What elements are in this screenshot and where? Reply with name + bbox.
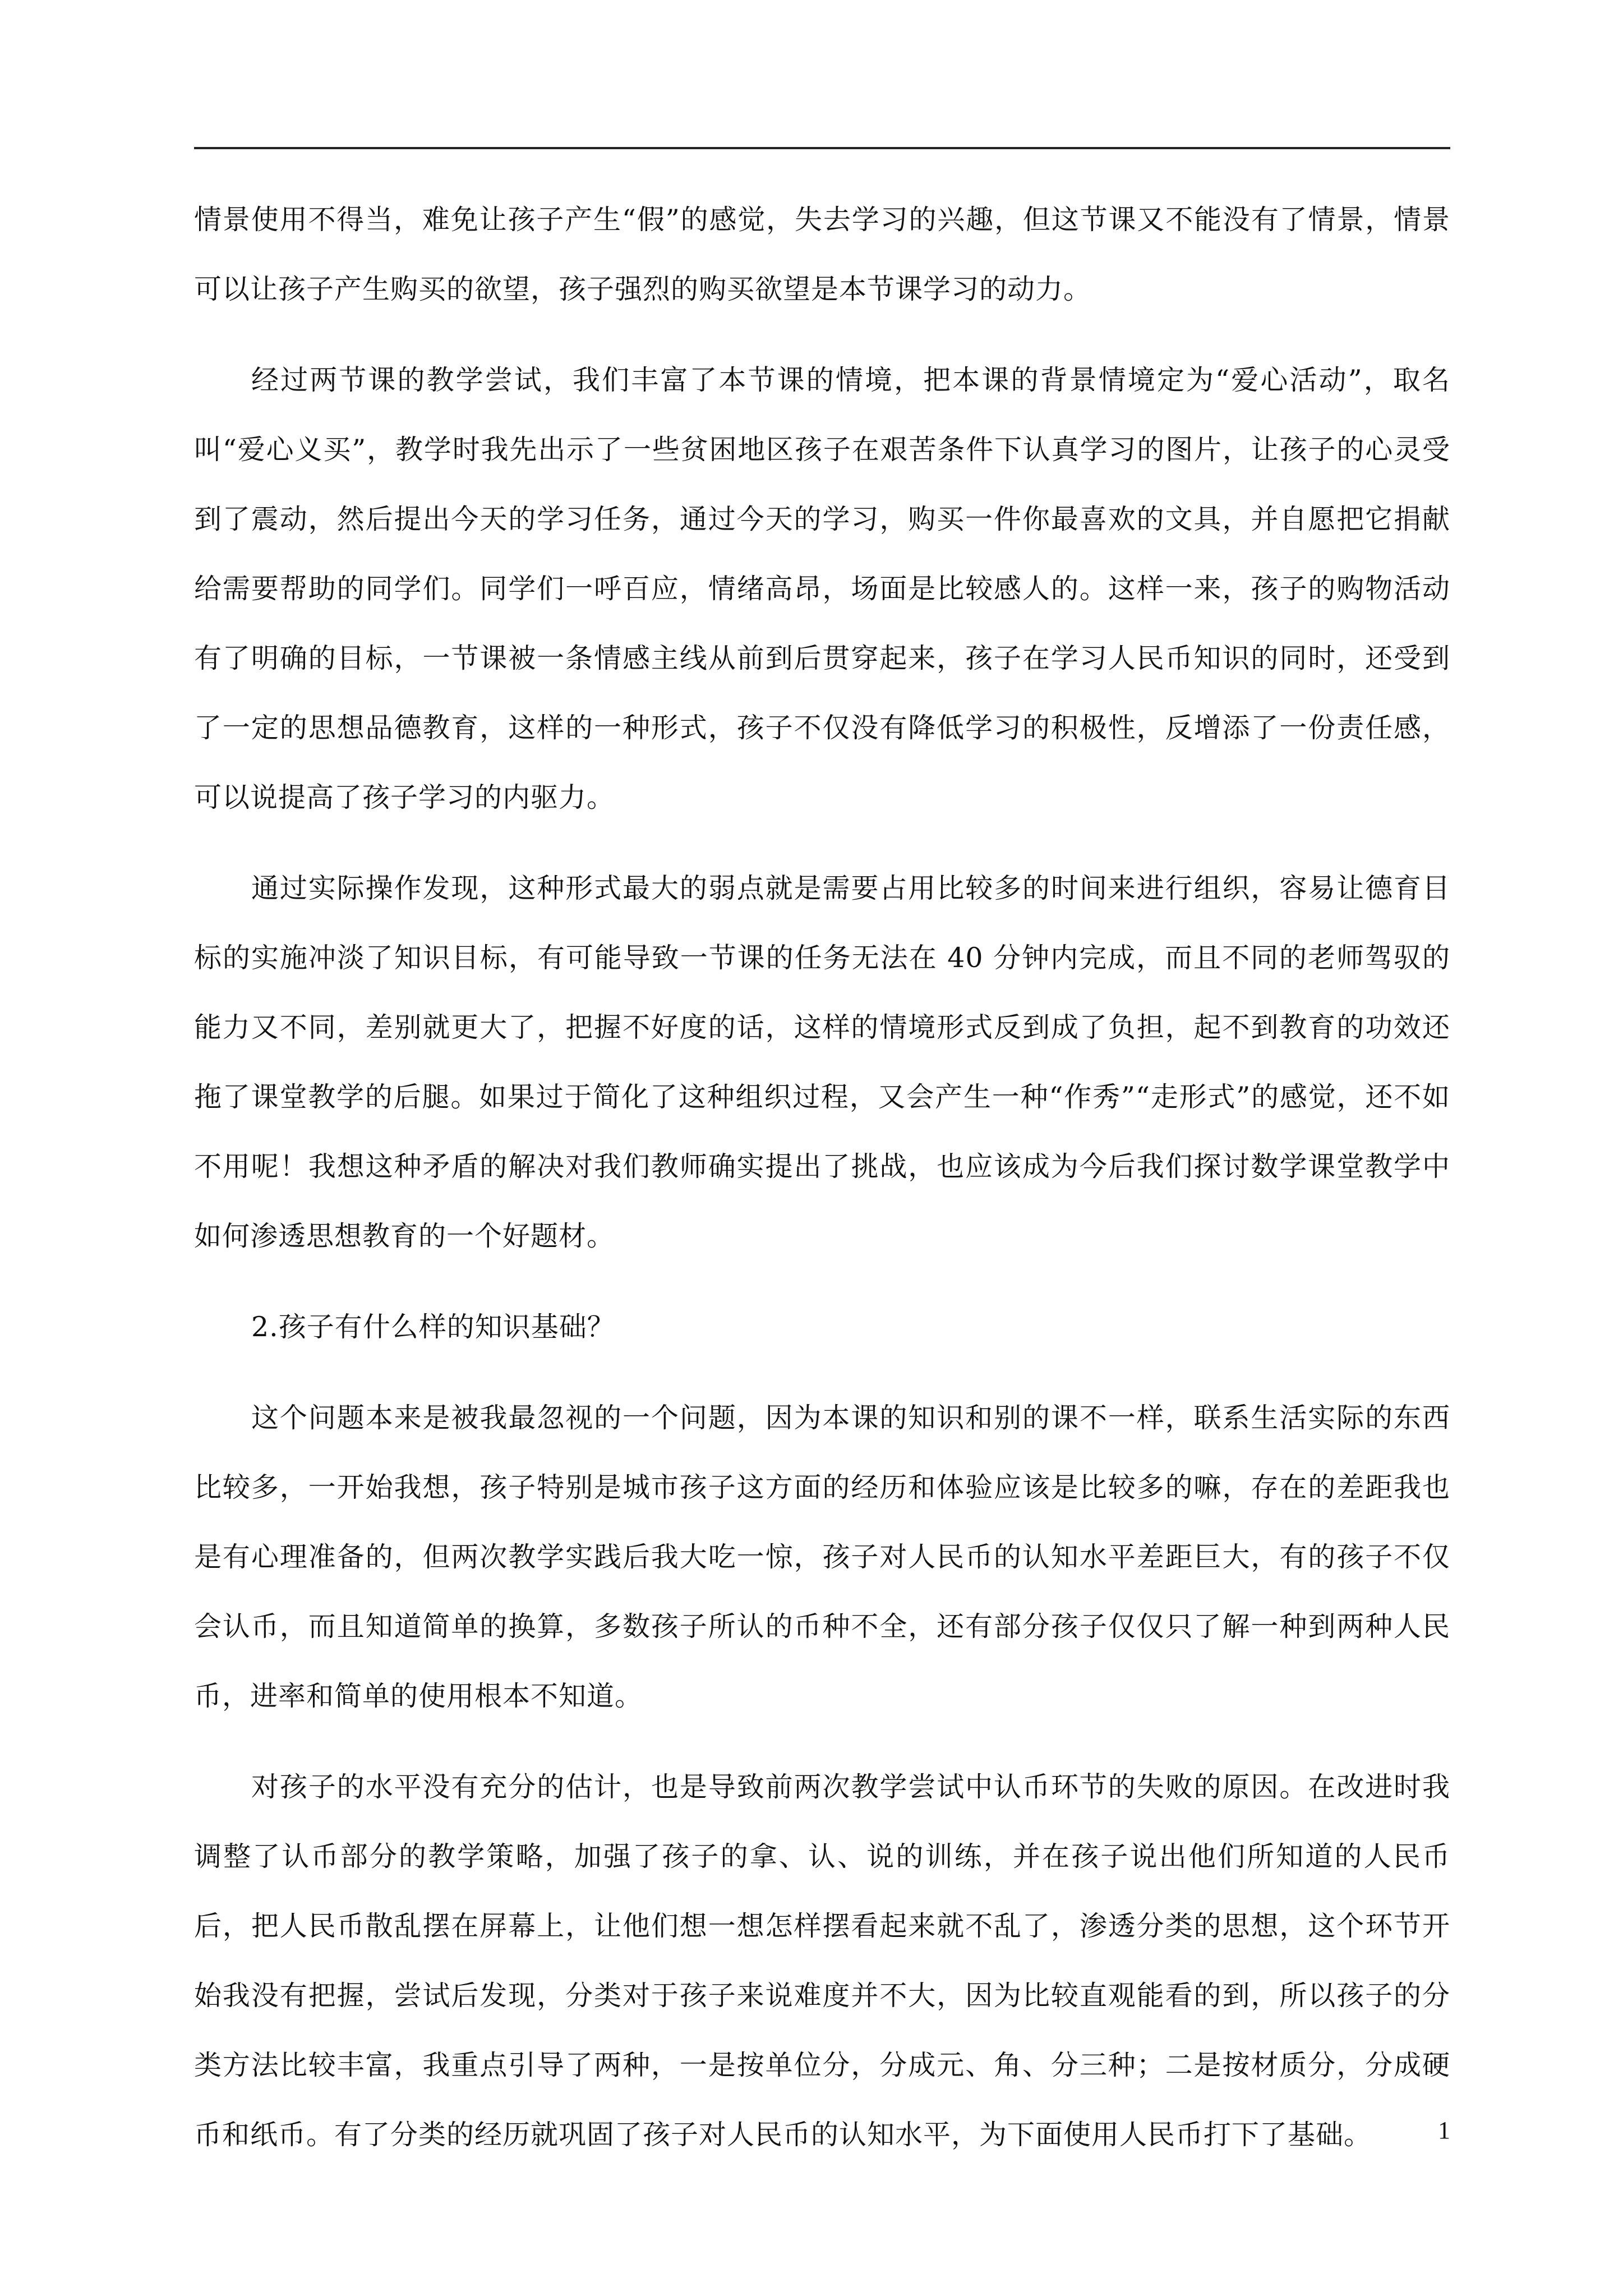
paragraph-2: 经过两节课的教学尝试，我们丰富了本节课的情境，把本课的背景情境定为“爱心活动”，取名叫“爱心义买”，教学时我先出示了一些贫困地区孩子在艰苦条件下认真学习的图片，让孩子的心灵受到了震动，然后提出今天的学习任务，通过今天的学习，购买一件你最喜欢的文具，并自愿把它捐献给需要帮助的同学们。同学们一呼百应，情绪高昂，场面是比较感人的。这样一来，孩子的购物活动有了明确的目标，一节课被一条情感主线从前到后贯穿起来，孩子在学习人民币知识的同时，还受到了一定的思想品德教育，这样的一种形式，孩子不仅没有降低学习的积极性，反增添了一份责任感，可以说提高了孩子学习的内驱力。 [194,364,1450,813]
paragraph-3: 通过实际操作发现，这种形式最大的弱点就是需要占用比较多的时间来进行组织，容易让德育目标的实施冲淡了知识目标，有可能导致一节课的任务无法在 40 分钟内完成，而且不同的老师驾驭的能力又不同，差别就更大了，把握不好度的话，这样的情境形式反到成了负担，起不到教育的功效还拖了课堂教学的后腿。如果过于简化了这种组织过程，又会产生一种“作秀”“走形式”的感觉，还不如不用呢！我想这种矛盾的解决对我们教师确实提出了挑战，也应该成为今后我们探讨数学课堂教学中如何渗透思想教育的一个好题材。 [194,872,1450,1252]
header-rule [194,147,1450,149]
document-body [194,185,1450,2170]
paragraph-4: 这个问题本来是被我最忽视的一个问题，因为本课的知识和别的课不一样，联系生活实际的东西比较多，一开始我想，孩子特别是城市孩子这方面的经历和体验应该是比较多的嘛，存在的差距我也是有心理准备的，但两次教学实践后我大吃一惊，孩子对人民币的认知水平差距巨大，有的孩子不仅会认币，而且知道简单的换算，多数孩子所认的币种不全，还有部分孩子仅仅只了解一种到两种人民币，进率和简单的使用根本不知道。 [194,1402,1450,1712]
section-heading: 2.孩子有什么样的知识基础？ [251,1311,615,1343]
paragraph-5: 对孩子的水平没有充分的估计，也是导致前两次教学尝试中认币环节的失败的原因。在改进时我调整了认币部分的教学策略，加强了孩子的拿、认、说的训练，并在孩子说出他们所知道的人民币后，把人民币散乱摆在屏幕上，让他们想一想怎样摆看起来就不乱了，渗透分类的思想，这个环节开始我没有把握，尝试后发现，分类对于孩子来说难度并不大，因为比较直观能看的到，所以孩子的分类方法比较丰富，我重点引导了两种，一是按单位分，分成元、角、分三种；二是按材质分，分成硬币和纸币。有了分类的经历就巩固了孩子对人民币的认知水平，为下面使用人民币打下了基础。 [194,1771,1450,2151]
page-number: 1 [1438,2116,1450,2144]
paragraph-1: 情景使用不得当，难免让孩子产生“假”的感觉，失去学习的兴趣，但这节课又不能没有了情景，情景可以让孩子产生购买的欲望，孩子强烈的购买欲望是本节课学习的动力。 [194,204,1450,305]
